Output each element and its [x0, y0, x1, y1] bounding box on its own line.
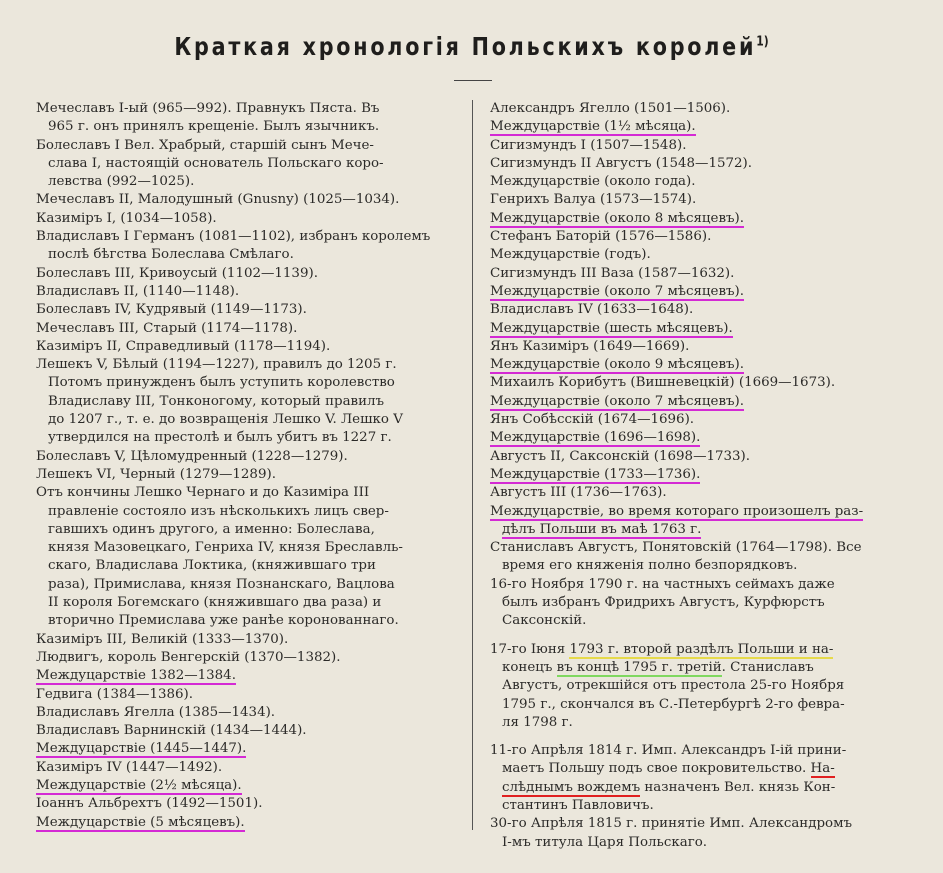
text-line: [36, 539, 452, 557]
text-line: [490, 612, 908, 630]
line-text: Болеславъ I Вел. Храбрый, старшій сынъ Мече-: [36, 137, 374, 153]
line-text: левства (992—1025).: [48, 174, 195, 190]
line-text: Междуцарствіе (около года).: [490, 174, 696, 190]
text-line: [36, 265, 452, 283]
right-column: [490, 100, 908, 852]
line-text: Болеславъ IV, Кудрявый (1149—1173).: [36, 302, 307, 318]
text-line: [490, 834, 908, 852]
line-text: Казиміръ II, Справедливый (1178—1194).: [36, 338, 331, 354]
line-text: Отъ кончины Лешко Чернаго и до Казиміра III: [36, 485, 370, 501]
line-text: слава I, настоящій основатель Польскаго коро-: [48, 155, 384, 171]
line-text: Казиміръ I, (1034—1058).: [36, 210, 217, 226]
line-text: Междуцарствіе (около 7 мѣсяцевъ).: [490, 393, 744, 409]
line-text: Августъ, отрекшійся отъ престола 25-го Ноября: [502, 678, 845, 694]
line-text: Мечеславъ II, Малодушный (Gnusny) (1025—1034).: [36, 192, 400, 208]
line-text: 30-го Апрѣля 1815 г. принятіе Имп. Александромъ: [490, 816, 853, 832]
line-text: Болеславъ V, Цѣломудренный (1228—1279).: [36, 448, 348, 464]
line-text: Михаилъ Корибутъ (Вишневецкій) (1669—1673).: [490, 375, 836, 391]
text-line: [490, 557, 908, 575]
text-line: [490, 484, 908, 502]
line-text: Гедвига (1384—1386).: [36, 686, 194, 702]
text-line: [36, 612, 452, 630]
text-line: [490, 246, 908, 264]
text-line: [36, 759, 452, 777]
text-line: [490, 338, 908, 356]
text-line: [36, 411, 452, 429]
line-text: ля 1798 г.: [502, 714, 573, 730]
line-text: Мечеславъ III, Старый (1174—1178).: [36, 320, 298, 336]
line-text: Владиславъ Варнинскій (1434—1444).: [36, 723, 307, 739]
line-text: Междуцарствіе (5 мѣсяцевъ).: [36, 814, 245, 830]
line-text: Владиславу III, Тонконогому, который правилъ: [48, 393, 385, 409]
text-line: [36, 283, 452, 301]
text-line: [490, 714, 908, 732]
line-text: Междуцарствіе (годъ).: [490, 247, 651, 263]
text-line: [490, 641, 908, 659]
text-line: [36, 686, 452, 704]
line-text: утвердился на престолѣ и былъ убитъ въ 1227 г.: [48, 430, 392, 446]
text-line: [36, 246, 452, 264]
line-text: I-мъ титула Царя Польскаго.: [502, 834, 708, 850]
highlight-mark: На-: [810, 761, 835, 777]
text-line: [36, 338, 452, 356]
text-line: [490, 173, 908, 191]
text-line: [36, 429, 452, 447]
line-text: Янъ Казиміръ (1649—1669).: [490, 338, 690, 354]
text-line: [490, 228, 908, 246]
text-line: [490, 797, 908, 815]
text-line: [490, 677, 908, 695]
line-text: Августъ II, Саксонскій (1698—1733).: [490, 448, 751, 464]
text-line: [490, 760, 908, 778]
line-text: маетъ Польшу подъ свое покровительство. На-: [502, 761, 835, 777]
line-text: послѣ бѣгства Болеслава Смѣлаго.: [48, 247, 294, 263]
text-line: [490, 576, 908, 594]
line-text: Междуцарствіе 1382—1384.: [36, 668, 236, 684]
line-text: гавшихъ одинъ другого, а именно: Болеслава,: [48, 521, 375, 537]
highlight-mark: въ концѣ 1795 г. третій: [556, 659, 722, 675]
line-text: Междуцарствіе, во время котораго произошелъ раз-: [490, 503, 864, 519]
title-footnote-mark: 1): [756, 34, 769, 50]
text-line: [490, 210, 908, 228]
line-text: 16-го Ноября 1790 г. на частныхъ сеймахъ даже: [490, 576, 835, 592]
line-text: Казиміръ III, Великій (1333—1370).: [36, 631, 289, 647]
line-text: Междуцарствіе (1733—1736).: [490, 466, 701, 482]
line-text: Сигизмундъ II Августъ (1548—1572).: [490, 155, 753, 171]
line-text: II короля Богемскаго (княжившаго два раза) и: [48, 595, 382, 611]
text-line: [490, 815, 908, 833]
line-text: Сигизмундъ I (1507—1548).: [490, 137, 687, 153]
text-line: [490, 411, 908, 429]
line-text: Владиславъ IV (1633—1648).: [490, 302, 694, 318]
text-line: [490, 283, 908, 301]
title-text: Краткая хронологія Польскихъ королей: [174, 32, 757, 61]
text-line: [490, 118, 908, 136]
line-text: Междуцарствіе (2½ мѣсяца).: [36, 777, 242, 793]
text-line: [490, 356, 908, 374]
line-text: Междуцарствіе (около 7 мѣсяцевъ).: [490, 283, 744, 299]
text-line: [490, 696, 908, 714]
highlight-mark: 1793 г. второй раздѣлъ Польши и на-: [569, 641, 834, 657]
text-line: [490, 503, 908, 521]
line-text: Междуцарствіе (около 9 мѣсяцевъ).: [490, 357, 744, 373]
line-text: дѣлъ Польши въ маѣ 1763 г.: [502, 521, 702, 537]
line-text: до 1207 г., т. е. до возвращенія Лешко V. Лешко V: [48, 412, 403, 428]
line-text: 965 г. онъ принялъ крещеніе. Былъ язычникъ.: [48, 119, 380, 135]
page-title: [38, 32, 906, 61]
text-line: [36, 100, 452, 118]
text-line: [490, 301, 908, 319]
text-line: [490, 374, 908, 392]
paragraph-gap: [490, 732, 908, 742]
text-line: [36, 631, 452, 649]
text-line: [490, 539, 908, 557]
text-line: [36, 795, 452, 813]
line-text: Стефанъ Баторій (1576—1586).: [490, 229, 712, 245]
text-line: [36, 594, 452, 612]
line-text: правленіе состояло изъ нѣсколькихъ лицъ свер-: [48, 503, 389, 519]
text-line: [490, 191, 908, 209]
text-line: [36, 667, 452, 685]
line-text: Лешекъ VI, Черный (1279—1289).: [36, 466, 276, 482]
text-line: [490, 594, 908, 612]
text-line: [36, 210, 452, 228]
line-text: Лешекъ V, Бѣлый (1194—1227), правилъ до 1205 г.: [36, 357, 397, 373]
highlight-mark: слѣднымъ вождемъ: [502, 779, 641, 795]
line-text: Владиславъ I Германъ (1081—1102), избранъ королемъ: [36, 229, 431, 245]
text-line: [36, 137, 452, 155]
text-line: [36, 191, 452, 209]
text-line: [36, 173, 452, 191]
text-line: [490, 779, 908, 797]
line-text: стантинъ Павловичъ.: [502, 797, 654, 813]
text-line: [36, 448, 452, 466]
text-line: [490, 466, 908, 484]
line-text: Междуцарствіе (1445—1447).: [36, 741, 247, 757]
text-line: [36, 320, 452, 338]
line-text: Людвигъ, король Венгерскій (1370—1382).: [36, 649, 341, 665]
text-line: [36, 722, 452, 740]
left-column: [36, 100, 452, 832]
line-text: 11-го Апрѣля 1814 г. Имп. Александръ I-ій прини-: [490, 743, 847, 759]
line-text: Мечеславъ I-ый (965—992). Правнукъ Пяста. Въ: [36, 101, 380, 116]
text-line: [36, 649, 452, 667]
text-line: [490, 137, 908, 155]
text-line: [36, 301, 452, 319]
text-line: [36, 484, 452, 502]
text-line: [36, 777, 452, 795]
text-line: [490, 429, 908, 447]
text-line: [490, 448, 908, 466]
text-line: [36, 393, 452, 411]
paragraph-gap: [490, 631, 908, 641]
text-line: [490, 100, 908, 118]
text-line: [36, 740, 452, 758]
line-text: князя Мазовецкаго, Генриха IV, князя Бреславль-: [48, 540, 403, 556]
line-text: 1795 г., скончался въ С.-Петербургѣ 2-го февра-: [502, 696, 845, 712]
line-text: Потомъ принужденъ былъ уступить королевство: [48, 375, 395, 391]
text-line: [490, 320, 908, 338]
line-text: Августъ III (1736—1763).: [490, 485, 667, 501]
line-text: былъ избранъ Фридрихъ Августъ, Курфюрстъ: [502, 595, 825, 611]
text-line: [490, 393, 908, 411]
line-text: 17-го Іюня 1793 г. второй раздѣлъ Польши и на-: [490, 641, 834, 657]
line-text: время его княженія полно безпорядковъ.: [502, 558, 798, 574]
text-line: [36, 466, 452, 484]
line-text: Казиміръ IV (1447—1492).: [36, 759, 223, 775]
text-line: [36, 576, 452, 594]
line-text: Генрихъ Валуа (1573—1574).: [490, 192, 697, 208]
line-text: вторично Премислава уже ранѣе коронованнаго.: [48, 613, 399, 629]
text-line: [490, 659, 908, 677]
line-text: раза), Примислава, князя Познанскаго, Вацлова: [48, 576, 395, 592]
line-text: Междуцарствіе (1696—1698).: [490, 430, 701, 446]
text-line: [36, 704, 452, 722]
line-text: конецъ въ концѣ 1795 г. третій. Станиславъ: [502, 659, 814, 675]
title-rule: [454, 80, 492, 81]
line-text: Междуцарствіе (около 8 мѣсяцевъ).: [490, 210, 744, 226]
text-line: [490, 742, 908, 760]
text-line: [36, 228, 452, 246]
text-line: [36, 521, 452, 539]
text-line: [36, 118, 452, 136]
text-line: [490, 155, 908, 173]
text-line: [490, 521, 908, 539]
text-line: [36, 374, 452, 392]
line-text: Междуцарствіе (1½ мѣсяца).: [490, 119, 696, 135]
text-line: [36, 814, 452, 832]
line-text: Междуцарствіе (шесть мѣсяцевъ).: [490, 320, 733, 336]
line-text: Станиславъ Августъ, Понятовскій (1764—1798). Все: [490, 540, 862, 556]
text-line: [490, 265, 908, 283]
text-line: [36, 503, 452, 521]
line-text: скаго, Владислава Локтика, (княжившаго три: [48, 558, 376, 574]
line-text: Саксонскій.: [502, 613, 587, 629]
line-text: Янъ Собѣсскій (1674—1696).: [490, 412, 695, 428]
line-text: Іоаннъ Альбрехтъ (1492—1501).: [36, 796, 263, 812]
line-text: Сигизмундъ III Ваза (1587—1632).: [490, 265, 735, 281]
line-text: Александръ Ягелло (1501—1506).: [490, 101, 731, 116]
line-text: Владиславъ II, (1140—1148).: [36, 283, 240, 299]
text-line: [36, 155, 452, 173]
text-line: [36, 557, 452, 575]
column-divider: [472, 100, 473, 830]
line-text: Болеславъ III, Кривоусый (1102—1139).: [36, 265, 318, 281]
line-text: слѣднымъ вождемъ назначенъ Вел. князь Кон-: [502, 779, 836, 795]
line-text: Владиславъ Ягелла (1385—1434).: [36, 704, 276, 720]
text-line: [36, 356, 452, 374]
